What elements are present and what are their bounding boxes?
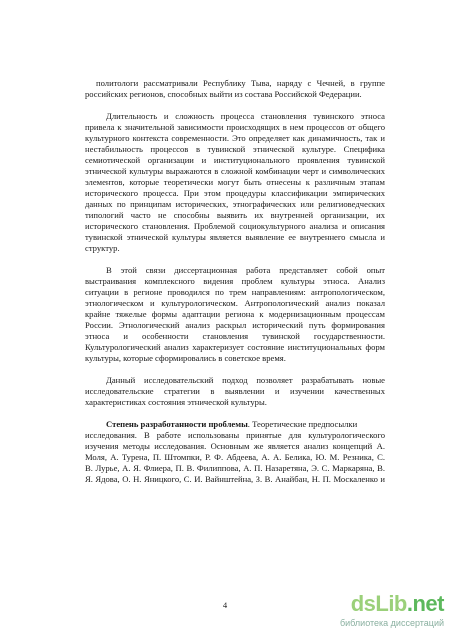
text-line: Длительность и сложность процесса становления тувинского этноса [106,111,385,121]
text-line: элементов, которые теоретически могут быть отнесены к различным этапам [85,177,385,187]
text-line: В. Лурье, А. Я. Флиера, П. В. Филиппова, А. П. Назаретяна, Э. С. Маркаряна, В. [85,463,385,473]
text-line: семиотической организации и институционального проявления тувинской [85,155,385,165]
text-line: тувинской этнической культуры является выявление ее внутреннего смысла и [85,232,385,242]
text-line: Моля, А. Турена, П. Штомпки, Р. Ф. Абдеева, А. А. Белика, Ю. М. Резника, С. [85,452,385,462]
text-line: Данный исследовательский подход позволяет разрабатывать новые [106,375,385,385]
text-line: привела к значительной зависимости происходящих в нем процессов от общего [85,122,385,132]
text-line: исследовательские стратегии в выявлении и изучении качественных [85,386,385,396]
text-line: российских регионов, способных выйти из состава Российской Федерации. [85,89,362,99]
text-line: крайне тяжелые формы адаптации региона к модернизационным процессам [85,309,385,319]
text-line: ситуации в регионе проводился по трем направлениям: антропологическом, [85,287,385,297]
text-line: культуры, которые сформировались в советское время. [85,353,286,363]
text-line: типологий часто не способны выявить их внутренней организации, их [85,210,385,220]
text-line: данных по принципам исторических, этнографических или религиоведческих [85,199,385,209]
text-line: изучения методы исследования. Основным же является анализ концепций А. [85,441,385,451]
text-line: этноса и особенности становления тувинской государственности. [85,331,385,341]
text-line: этнологическом и культурологическом. Антропологический анализ показал [85,298,385,308]
text-line: Я. Ядова, О. Н. Яницкого, С. И. Вайнштейна, З. В. Анайбан, Н. П. Москаленко и [85,474,385,484]
text-line: структур. [85,243,120,253]
text-line: политологи рассматривали Республику Тыва, наряду с Чечней, в группе [96,78,385,88]
watermark-logo [324,592,444,630]
watermark-logo-text: dsLib.net [350,591,444,616]
text-line: Культурологический анализ характеризует состояние институциональных форм [85,342,385,352]
text-line: нестабильность процессов в тувинской этнической культуре. Специфика [85,144,385,154]
section-heading-line [106,419,385,429]
text-line: исторического становления. Проблемой социокультурного анализа и описания [85,221,385,231]
text-line: России. Этнологический анализ раскрыл исторический путь формирования [85,320,385,330]
section-heading: Степень разработанности проблемы [106,419,248,429]
text-line: характеристиках состояния этнической культуры. [85,397,267,407]
text-line: культурного контекста современности. Это определяет как динамичность, так и [85,133,385,143]
text-line: исторического процесса. При этом процедуры классификации эмпирических [85,188,385,198]
text-line: выстраивания комплексного видения проблем культуры этноса. Анализ [85,276,385,286]
text-line: В этой связи диссертационная работа представляет собой опыт [106,265,385,275]
watermark-subtitle: библиотека диссертаций [339,618,444,628]
section-heading-continuation: . Теоретические предпосылки [247,419,358,429]
text-line: исследования. В работе использованы принятые для культурологического [85,430,385,440]
text-line: этнической культуры выражаются в сложной комбинации черт и символических [85,166,385,176]
page-number: 4 [222,600,228,610]
